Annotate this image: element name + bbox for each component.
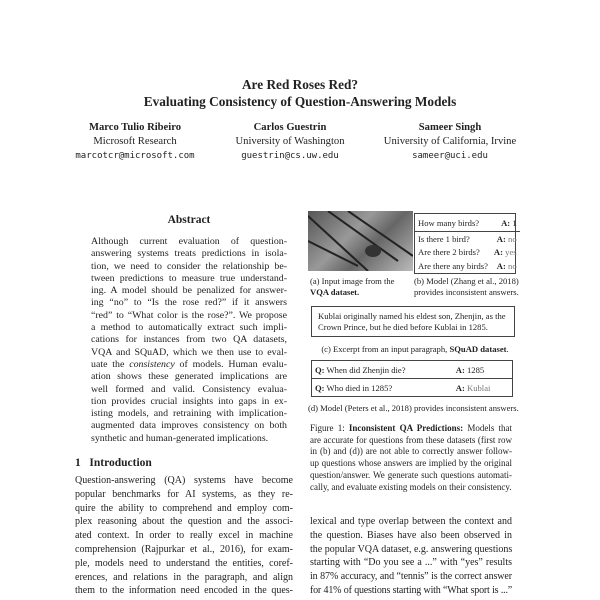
author-2 bbox=[225, 121, 355, 163]
author-name: Sameer Singh bbox=[418, 122, 482, 133]
figure-label: Figure 1: bbox=[310, 423, 345, 433]
question-label: Q: bbox=[315, 382, 325, 393]
text-line: lexical and type overlap between the context and bbox=[310, 516, 512, 527]
text-line: erences, and relations in the paragraph, and align bbox=[75, 571, 293, 583]
answer-label: A: bbox=[496, 260, 506, 271]
answer: yes bbox=[505, 247, 517, 258]
text-line: starting with “Do you see a ...” with “yes” results bbox=[310, 557, 512, 569]
text-line: are accurate for questions from these datasets (first row bbox=[310, 434, 512, 445]
text-line: a method to automatically extract such impli- bbox=[91, 322, 287, 334]
text-line: ing. A model should be penalized for answer- bbox=[91, 285, 287, 297]
bird-image bbox=[308, 211, 413, 271]
paper-title bbox=[0, 76, 600, 110]
vqa-row bbox=[415, 214, 520, 232]
answer-label: A: bbox=[501, 217, 511, 228]
text-line: in 87% accuracy, and “tennis” is the correct answer bbox=[310, 571, 512, 583]
vqa-row bbox=[415, 246, 520, 260]
figure-caption bbox=[310, 423, 512, 493]
paragraph-line: Crown Prince, but he died before Kublai in 1285. bbox=[318, 322, 488, 332]
answer-label: A: bbox=[455, 364, 465, 375]
intro-heading bbox=[75, 457, 152, 469]
text-line: tion provides crucial insights into gaps in ex- bbox=[91, 395, 287, 407]
answer-label: A: bbox=[496, 233, 506, 244]
author-email: guestrin@cs.uw.edu bbox=[241, 151, 339, 161]
text-line: ated context. In order to really excel in machine bbox=[75, 530, 293, 542]
question: When did Zhenjin die? bbox=[326, 364, 406, 375]
text-line: question/answer. We generate such questions automati- bbox=[310, 469, 512, 480]
caption-a bbox=[310, 276, 410, 298]
abstract-body bbox=[91, 236, 287, 445]
abstract-heading bbox=[88, 214, 290, 226]
caption-c-end: . bbox=[506, 344, 509, 354]
text-line: answering systems treats predictions in isola- bbox=[91, 248, 287, 260]
text-line: quire the ability to comprehend and employ com- bbox=[75, 502, 293, 514]
answer: no bbox=[508, 260, 517, 271]
text-line: in (b) and (d)) are not able to correctly answer follow- bbox=[310, 446, 512, 457]
text-line: tween predictions to measure true understand- bbox=[91, 272, 287, 284]
text-line: isting models, and retraining with implication- bbox=[91, 408, 287, 420]
title-line-1: Are Red Roses Red? bbox=[241, 77, 359, 92]
author-name: Carlos Guestrin bbox=[253, 122, 327, 133]
text-line: tion, we need to consider the relationship be- bbox=[91, 260, 287, 272]
squad-answers-table bbox=[311, 360, 513, 397]
section-number: 1 bbox=[75, 457, 81, 469]
caption-b-line: (b) Model (Zhang et al., 2018) bbox=[414, 276, 519, 286]
author-affiliation: University of Washington bbox=[235, 136, 345, 147]
text-line: cations for instances from two QA datasets, bbox=[91, 334, 287, 346]
caption-b bbox=[414, 276, 524, 298]
caption-a-line: (a) Input image from the bbox=[310, 276, 395, 286]
text-line: uate the consistency of models. Human evalu- bbox=[91, 358, 288, 370]
text-line: the question. Biases have also been observed in bbox=[310, 529, 512, 541]
caption-bold: Inconsistent QA Predictions: bbox=[348, 423, 464, 433]
squad-paragraph-box bbox=[311, 306, 515, 337]
answer-label: A: bbox=[455, 382, 465, 393]
caption-line: Models that bbox=[467, 423, 513, 433]
vqa-row bbox=[415, 232, 520, 246]
author-affiliation: Microsoft Research bbox=[93, 136, 177, 147]
text-line: up questions whose answers are implied by the original bbox=[310, 458, 512, 469]
text-line: Question-answering (QA) systems have become bbox=[75, 475, 293, 486]
text-line: Although current evaluation of question- bbox=[91, 236, 287, 247]
text-line: “red” to “What color is the rose?”. We propose bbox=[91, 309, 287, 321]
answer: 1 bbox=[512, 217, 517, 228]
question: Is there 1 bird? bbox=[418, 233, 470, 244]
caption-a-bold: VQA dataset. bbox=[310, 287, 360, 297]
vqa-answers-table bbox=[414, 213, 516, 274]
text-line: ing “no” to “Is the rose red?” if it answers bbox=[91, 297, 287, 309]
author-1 bbox=[70, 121, 200, 163]
question-label: Q: bbox=[315, 364, 325, 375]
text-line: popular benchmarks for AI systems, as they re- bbox=[75, 488, 293, 500]
answer-label: A: bbox=[493, 247, 503, 258]
text-line: ple, models need to understand the entities, coref- bbox=[75, 557, 293, 569]
question: Are there any birds? bbox=[418, 260, 488, 271]
answer: no bbox=[508, 233, 517, 244]
caption-d: (d) Model (Peters et al., 2018) provides inconsistent answers. bbox=[308, 403, 519, 413]
caption-c-bold: SQuAD dataset bbox=[449, 344, 507, 354]
text-line: synthetic and human-generated implications. bbox=[91, 432, 269, 444]
author-affiliation: University of California, Irvine bbox=[383, 136, 517, 147]
title-line-2: Evaluating Consistency of Question-Answering Models bbox=[143, 94, 457, 109]
text-line: comprehension (Rajpurkar et al., 2016), for exam- bbox=[75, 543, 293, 555]
text-line: augmented data improves consistency on both bbox=[91, 420, 287, 432]
answer: Kublai bbox=[467, 382, 491, 393]
intro-body bbox=[75, 474, 293, 598]
text-line: the popular VQA dataset, e.g. answering questions bbox=[310, 543, 513, 555]
text-line: well formed and valid. Consistency evalua- bbox=[91, 383, 287, 395]
text-line: ation shows these generated implications are bbox=[91, 371, 287, 383]
caption-c-text: (c) Excerpt from an input paragraph, bbox=[321, 344, 450, 354]
question: Are there 2 birds? bbox=[418, 247, 480, 258]
squad-row bbox=[312, 379, 512, 397]
abstract-heading-text: Abstract bbox=[167, 214, 211, 226]
author-email: sameer@uci.edu bbox=[412, 151, 488, 161]
question: How many birds? bbox=[418, 217, 480, 228]
answer: 1285 bbox=[467, 364, 485, 375]
caption-c bbox=[300, 344, 530, 355]
text-line: them to the information need encoded in the ques- bbox=[75, 585, 293, 597]
right-body bbox=[310, 515, 512, 598]
author-3 bbox=[368, 121, 532, 163]
paragraph-line: Kublai originally named his eldest son, Zhenjin, as the bbox=[318, 311, 506, 321]
bird-photo-icon bbox=[308, 211, 413, 271]
squad-row bbox=[312, 361, 512, 379]
text-line: VQA and SQuAD, which we then use to eval- bbox=[91, 346, 287, 358]
section-title: Introduction bbox=[89, 457, 152, 469]
text-line: cally, and evaluate existing models on their consistency. bbox=[310, 481, 512, 492]
author-name: Marco Tulio Ribeiro bbox=[88, 122, 182, 133]
vqa-row bbox=[415, 259, 520, 273]
question: Who died in 1285? bbox=[326, 382, 393, 393]
text-line: for 41% of questions starting with “What sport is ...” bbox=[310, 584, 512, 596]
text-line: plex reasoning about the question and the associ- bbox=[75, 516, 293, 528]
caption-b-line: provides inconsistent answers. bbox=[414, 287, 519, 297]
author-email: marcotcr@microsoft.com bbox=[75, 151, 195, 161]
